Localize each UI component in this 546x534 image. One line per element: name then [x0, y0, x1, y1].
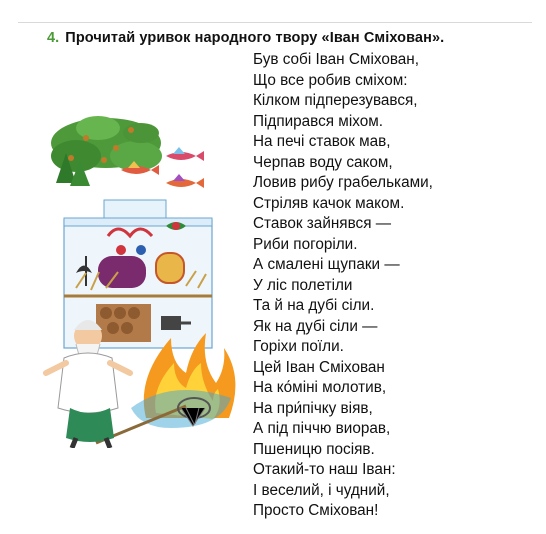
poem-line: Ловив рибу грабельками,: [253, 174, 433, 191]
oak-tree-icon: [51, 116, 162, 186]
poem-line: Як на дубі сіли —: [253, 317, 378, 335]
poem-line: Що все робив сміхом:: [253, 71, 408, 89]
poem-line: Та й на дубі сіли.: [253, 297, 375, 314]
task-instruction: Прочитай уривок народного твору «Іван Сміхован».: [65, 30, 445, 46]
poem-line: На при́пічку віяв,: [253, 399, 373, 417]
poem-line: На ко́міні молотив,: [253, 379, 387, 396]
poem-line: На печі ставок мав,: [253, 133, 391, 150]
top-divider: [18, 22, 532, 23]
poem-line: Стріляв качок маком.: [253, 194, 405, 212]
poem-line: Кілком підперезувався,: [253, 92, 418, 109]
task-heading: [47, 30, 444, 46]
task-number: 4.: [47, 30, 60, 46]
poem-line: Риби погоріли.: [253, 235, 358, 253]
poem-line: А смалені щупаки —: [253, 256, 400, 273]
poem-line: Горіхи поїли.: [253, 338, 344, 355]
poem-line: Отакий-то наш Іван:: [253, 461, 396, 478]
poem-line: Черпав воду саком,: [253, 153, 393, 171]
poem-illustration: [36, 108, 256, 448]
poem-line: Просто Сміхован!: [253, 502, 379, 519]
poem-line: У ліс полетіли: [253, 276, 353, 294]
poem-line: Пшеницю посіяв.: [253, 440, 375, 458]
poem-line: А під піччю виорав,: [253, 420, 391, 437]
poem-line: Цей Іван Сміхован: [253, 358, 385, 376]
poem: [253, 50, 433, 522]
poem-line: Ставок зайнявся —: [253, 215, 392, 232]
poem-line: І веселий, і чудний,: [253, 481, 390, 499]
poem-line: Підпирався міхом.: [253, 112, 383, 130]
poem-line: Був собі Іван Сміхован,: [253, 51, 419, 68]
